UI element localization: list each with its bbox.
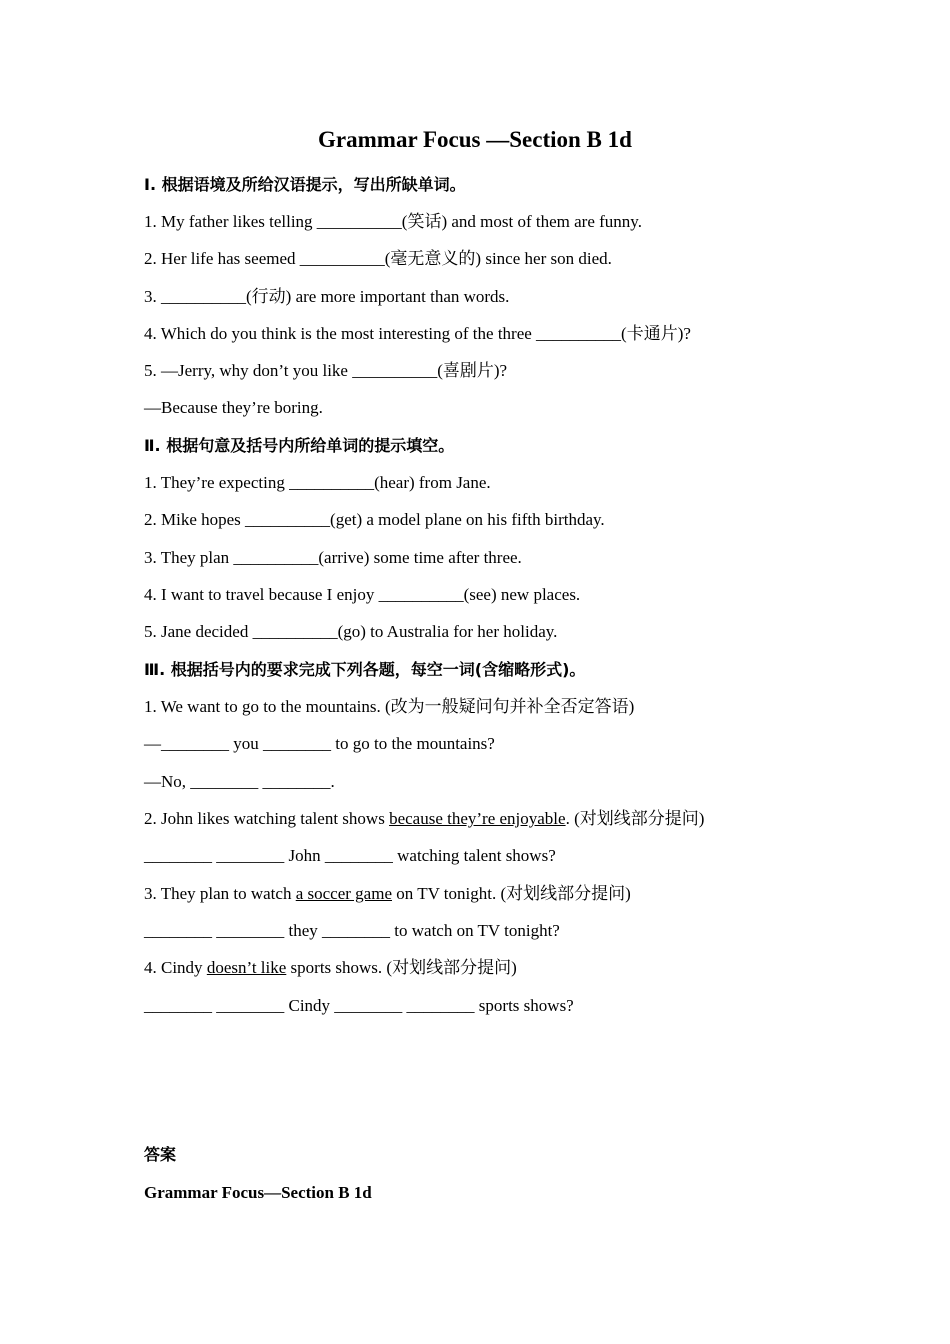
- part2-heading: Ⅱ. 根据句意及括号内所给单词的提示填空。: [144, 436, 455, 455]
- part3-heading: Ⅲ. 根据括号内的要求完成下列各题，每空一词(含缩略形式)。: [144, 660, 586, 679]
- part2-question-5: 5. Jane decided __________(go) to Australia for her holiday.: [144, 622, 558, 641]
- part3-question-4-instruction: sports shows. (对划线部分提问): [286, 958, 517, 977]
- part3-question-4: [144, 957, 517, 979]
- part3-question-3-blank: ________ ________ they ________ to watch on TV tonight?: [144, 921, 560, 940]
- page-title: Grammar Focus —Section B 1d: [318, 127, 632, 152]
- part1-question-2: 2. Her life has seemed __________(毫无意义的) since her son died.: [144, 249, 612, 268]
- part2-question-2: 2. Mike hopes __________(get) a model plane on his fifth birthday.: [144, 510, 605, 529]
- part1-question-1: 1. My father likes telling __________(笑话) and most of them are funny.: [144, 212, 642, 231]
- part3-question-2-instruction: . (对划线部分提问): [565, 809, 705, 828]
- part3-question-4-blank: ________ ________ Cindy ________ ________ sports shows?: [144, 996, 574, 1015]
- part3-question-4-text: 4. Cindy: [144, 958, 207, 977]
- part3-question-4-underlined: doesn’t like: [206, 958, 287, 977]
- part3-question-1-blank-a: —________ you ________ to go to the mountains?: [144, 734, 495, 753]
- part1-question-5: 5. —Jerry, why don’t you like __________(喜剧片)?: [144, 361, 508, 380]
- part1-question-5-reply: —Because they’re boring.: [144, 398, 323, 417]
- part3-question-2: [144, 808, 704, 830]
- part3-question-3-underlined: a soccer game: [295, 884, 392, 903]
- part3-question-1: 1. We want to go to the mountains. (改为一般疑问句并补全否定答语): [144, 697, 635, 716]
- answers-heading: 答案: [144, 1145, 177, 1164]
- part3-question-2-text: 2. John likes watching talent shows: [144, 809, 390, 828]
- part3-question-1-blank-b: —No, ________ ________.: [144, 772, 335, 791]
- part3-question-3-instruction: on TV tonight. (对划线部分提问): [392, 884, 631, 903]
- part3-question-2-underlined: because they’re enjoyable: [389, 809, 566, 828]
- part1-question-4: 4. Which do you think is the most interesting of the three __________(卡通片)?: [144, 324, 691, 343]
- part3-question-3-text: 3. They plan to watch: [144, 884, 296, 903]
- part2-question-1: 1. They’re expecting __________(hear) from Jane.: [144, 473, 491, 492]
- part3-question-2-blank: ________ ________ John ________ watching talent shows?: [144, 846, 556, 865]
- part1-heading: Ⅰ. 根据语境及所给汉语提示，写出所缺单词。: [144, 175, 466, 194]
- part2-question-4: 4. I want to travel because I enjoy __________(see) new places.: [144, 585, 581, 604]
- answers-subtitle: Grammar Focus—Section B 1d: [144, 1183, 372, 1202]
- part3-question-3: [144, 883, 631, 905]
- part1-question-3: 3. __________(行动) are more important than words.: [144, 287, 510, 306]
- part2-question-3: 3. They plan __________(arrive) some time after three.: [144, 548, 522, 567]
